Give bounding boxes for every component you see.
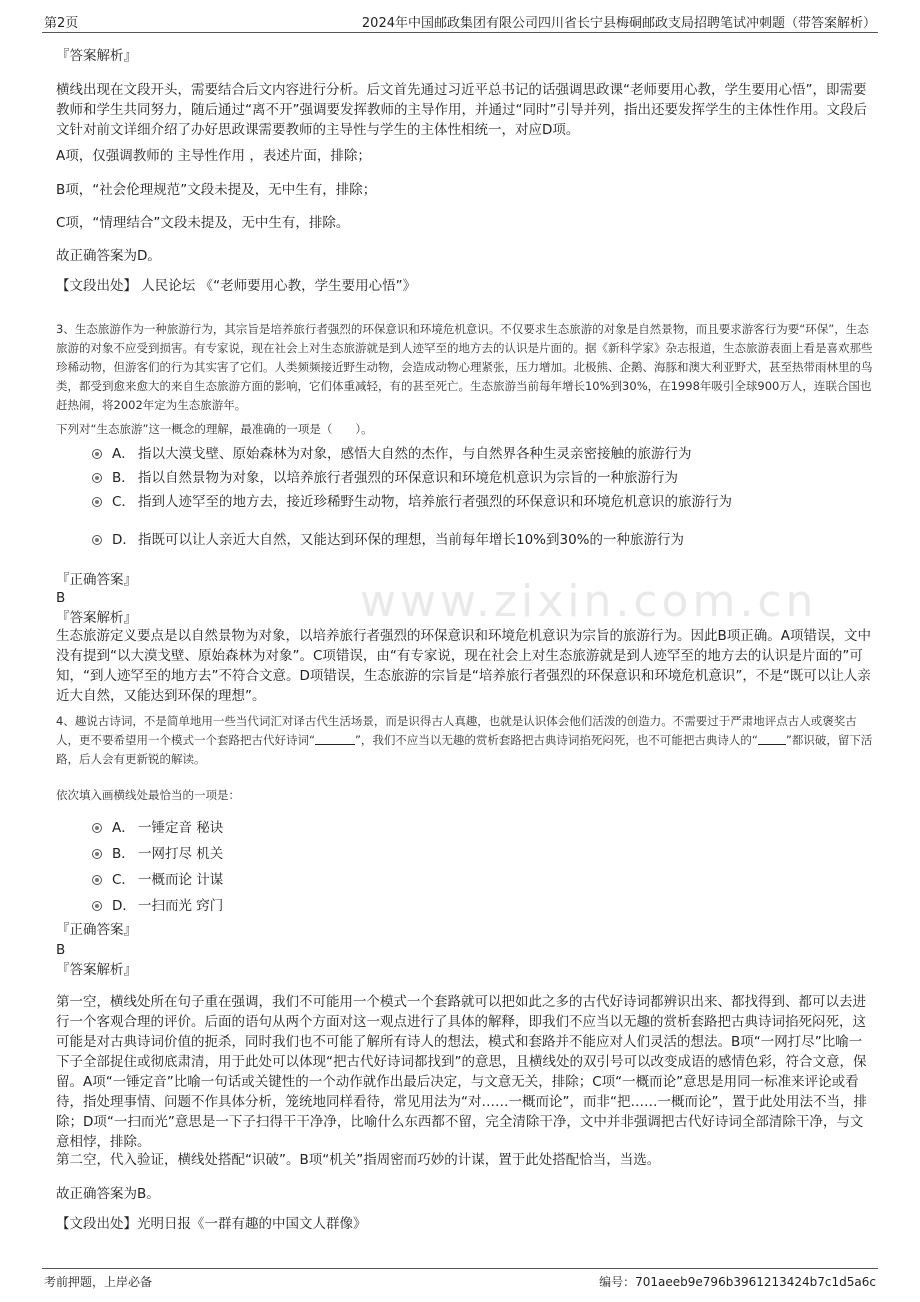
q4-ask: 依次填入画横线处最恰当的一项是：: [56, 788, 240, 802]
radio-icon[interactable]: [92, 823, 102, 833]
q4-answer-heading: 『正确答案』: [56, 922, 137, 938]
q4-option-c[interactable]: [92, 870, 882, 890]
q4-stem: [56, 712, 874, 769]
q2-elim-a: A项，仅强调教师的 主导性作用 ，表述片面，排除；: [56, 148, 371, 164]
q2-elim-b: B项，“社会伦理规范”文段未提及，无中生有，排除；: [56, 182, 377, 198]
q2-conclusion: 故正确答案为D。: [56, 248, 161, 264]
q3-analysis-text: 生态旅游定义要点是以自然景物为对象，以培养旅行者强烈的环保意识和环境危机意识为宗旨的旅游行为。因此B项正确。A项错误，文中没有提到“以大漠戈壁、原始森林为对象”。C项错误，由“有专家说，现在社会上对生态旅游就是到人迹罕至的地方去的认识是片面的”可知，“到人迹罕至的地方去”不符合文意。D项错误，生态旅游的宗旨是“培养旅行者强烈的环保意识和环境危机意识”，不是“既可以让人亲近大自然，又能达到环保的理想”。: [56, 628, 871, 704]
radio-icon[interactable]: [92, 449, 102, 459]
option-letter: B．: [112, 846, 135, 862]
q3-stem: 3、生态旅游作为一种旅游行为，其宗旨是培养旅行者强烈的环保意识和环境危机意识。不仅要求生态旅游的对象是自然景物，而且要求游客行为要“环保”，生态旅游的对象不应受到损害。有专家说，现在社会上对生态旅游就是到人迹罕至的地方去的认识是片面的。据《新科学家》杂志报道，生态旅游表面上看是喜欢那些珍稀动物，但游客们的行为其实害了它们。人类频频接近野生动物，会造成动物心理紧张，压力增加。北极熊、企鹅、海豚和澳大利亚野犬，甚至热带雨林里的鸟类，都受到愈来愈大的来自生态旅游方面的影响，它们体重减轻，有的甚至死亡。生态旅游当前每年增长10%到30%，在1998年吸引全球900万人，连联合国也赶热闹，将2002年定为生态旅游年。: [56, 322, 873, 412]
watermark: www.zixin.com.cn: [360, 576, 818, 627]
option-text: 一概而论 计谋: [138, 872, 224, 888]
option-text: 一网打尽 机关: [138, 846, 224, 862]
q3-option-c[interactable]: [92, 492, 882, 512]
q3-option-a[interactable]: [92, 444, 882, 464]
footer-code-value: 701aeeb9e796b3961213424b7c1d5a6c: [635, 1275, 876, 1289]
radio-icon[interactable]: [92, 473, 102, 483]
q4-analysis-text: 第一空，横线处所在句子重在强调，我们不可能用一个模式一个套路就可以把如此之多的古代好诗词都辨识出来、都找得到、都可以去进行一个客观合理的评价。后面的语句从两个方面对这一观点进行了具体的解释，即我们不应当以无趣的赏析套路把古典诗词掐死闷死，这可能是对古典诗词价值的扼杀，同时我们也不可能了解所有诗人的想法，模式和套路并不能应对人们灵活的想法。B项“一网打尽”比喻一下子全部捉住或彻底肃清，用于此处可以体现“把古代好诗词都找到”的意思，且横线处的双引号可以改变成语的感情色彩，符合文意，保留。A项“一锤定音”比喻一句话或关键性的一个动作就作出最后决定，与文意无关，排除；C项“一概而论”意思是用同一标准来评论或看待，指处理事情、问题不作具体分析，笼统地同样看待，常见用法为“对……一概而论”，而非“把……一概而论”，置于此处用法不当，排除；D项“一扫而光”意思是一下子扫得干干净净，比喻什么东西都不留，完全清除干净，文中并非强调把古代好诗词全部清除干净，与文意相悖，排除。: [56, 994, 867, 1150]
option-letter: A．: [112, 820, 135, 836]
option-letter: A．: [112, 446, 135, 462]
q2-analysis-heading: 『答案解析』: [56, 48, 137, 64]
radio-icon[interactable]: [92, 849, 102, 859]
footer-slogan: 考前押题，上岸必备: [44, 1275, 153, 1289]
q4-analysis-heading: 『答案解析』: [56, 962, 137, 978]
q2-source: 【文段出处】 人民论坛 《“老师要用心教，学生要用心悟”》: [56, 278, 417, 294]
option-letter: C．: [112, 494, 135, 510]
page-header: [42, 10, 878, 33]
option-text: 一扫而光 窍门: [138, 898, 224, 914]
radio-icon[interactable]: [92, 535, 102, 545]
q4-stem-part2: ”，我们不应当以无趣的赏析套路把古典诗词掐死闷死，也不可能把古典诗人的“: [354, 733, 758, 747]
q3-option-d[interactable]: [92, 530, 882, 550]
option-text: 指到人迹罕至的地方去，接近珍稀野生动物，培养旅行者强烈的环保意识和环境危机意识的旅游行为: [138, 494, 732, 510]
option-text: 指以大漠戈壁、原始森林为对象，感悟大自然的杰作，与自然界各种生灵亲密接触的旅游行为: [138, 446, 692, 462]
option-letter: B．: [112, 470, 135, 486]
option-text: 指既可以让人亲近大自然，又能达到环保的理想，当前每年增长10%到30%的一种旅游行为: [138, 532, 685, 548]
q4-answer: B: [56, 942, 66, 958]
option-letter: C．: [112, 872, 135, 888]
radio-icon[interactable]: [92, 875, 102, 885]
q2-elim-c: C项，“情理结合”文段未提及，无中生有，排除。: [56, 215, 350, 231]
page-footer: [42, 1268, 878, 1291]
q3-analysis-heading: 『答案解析』: [56, 610, 137, 626]
q3-ask: 下列对“生态旅游”这一概念的理解，最准确的一项是（ ）。: [56, 422, 373, 436]
q3-answer: B: [56, 590, 66, 606]
q3-answer-heading: 『正确答案』: [56, 572, 137, 588]
blank-2: [758, 732, 786, 745]
q4-stem-part1: 4、趣说古诗词，不是简单地用一些当代词汇对译古代生活场景，而是识得古人真趣，也就是认识体会他们活泼的创造力。不需要过于严肃地评点古人或褒奖古人，更不要希望用一个模式一个套路把古代好诗词“: [56, 714, 857, 747]
q3-option-b[interactable]: [92, 468, 882, 488]
q4-option-b[interactable]: [92, 844, 882, 864]
option-letter: D．: [112, 532, 136, 548]
document-title: 2024年中国邮政集团有限公司四川省长宁县梅硐邮政支局招聘笔试冲刺题（带答案解析）: [361, 16, 876, 31]
option-text: 指以自然景物为对象，以培养旅行者强烈的环保意识和环境危机意识为宗旨的一种旅游行为: [138, 470, 678, 486]
q4-second-blank: 第二空，代入验证，横线处搭配“识破”。B项“机关”指周密而巧妙的计谋，置于此处搭配恰当，当选。: [56, 1152, 661, 1168]
radio-icon[interactable]: [92, 901, 102, 911]
footer-code: [599, 1273, 876, 1290]
footer-code-label: 编号：: [599, 1275, 636, 1289]
q4-option-a[interactable]: [92, 818, 882, 838]
radio-icon[interactable]: [92, 497, 102, 507]
option-letter: D．: [112, 898, 136, 914]
option-text: 一锤定音 秘诀: [138, 820, 224, 836]
q4-option-d[interactable]: [92, 896, 882, 916]
q4-conclusion: 故正确答案为B。: [56, 1186, 160, 1202]
blank-1: [315, 732, 355, 745]
q4-source: 【文段出处】光明日报《一群有趣的中国文人群像》: [56, 1216, 367, 1232]
page-number: 第2页: [44, 16, 79, 31]
q4-stem-part3: ”都识破，留下活路，后人会有更新锐的解读。: [56, 733, 873, 766]
q2-analysis-text: 横线出现在文段开头，需要结合后文内容进行分析。后文首先通过习近平总书记的话强调思政课“老师要用心教，学生要用心悟”，即需要教师和学生共同努力，随后通过“离不开”强调要发挥教师的主导作用，并通过“同时”引导并列，指出还要发挥学生的主体性作用。文段后文针对前文详细介绍了办好思政课需要教师的主导性与学生的主体性相统一，对应D项。: [56, 82, 867, 138]
